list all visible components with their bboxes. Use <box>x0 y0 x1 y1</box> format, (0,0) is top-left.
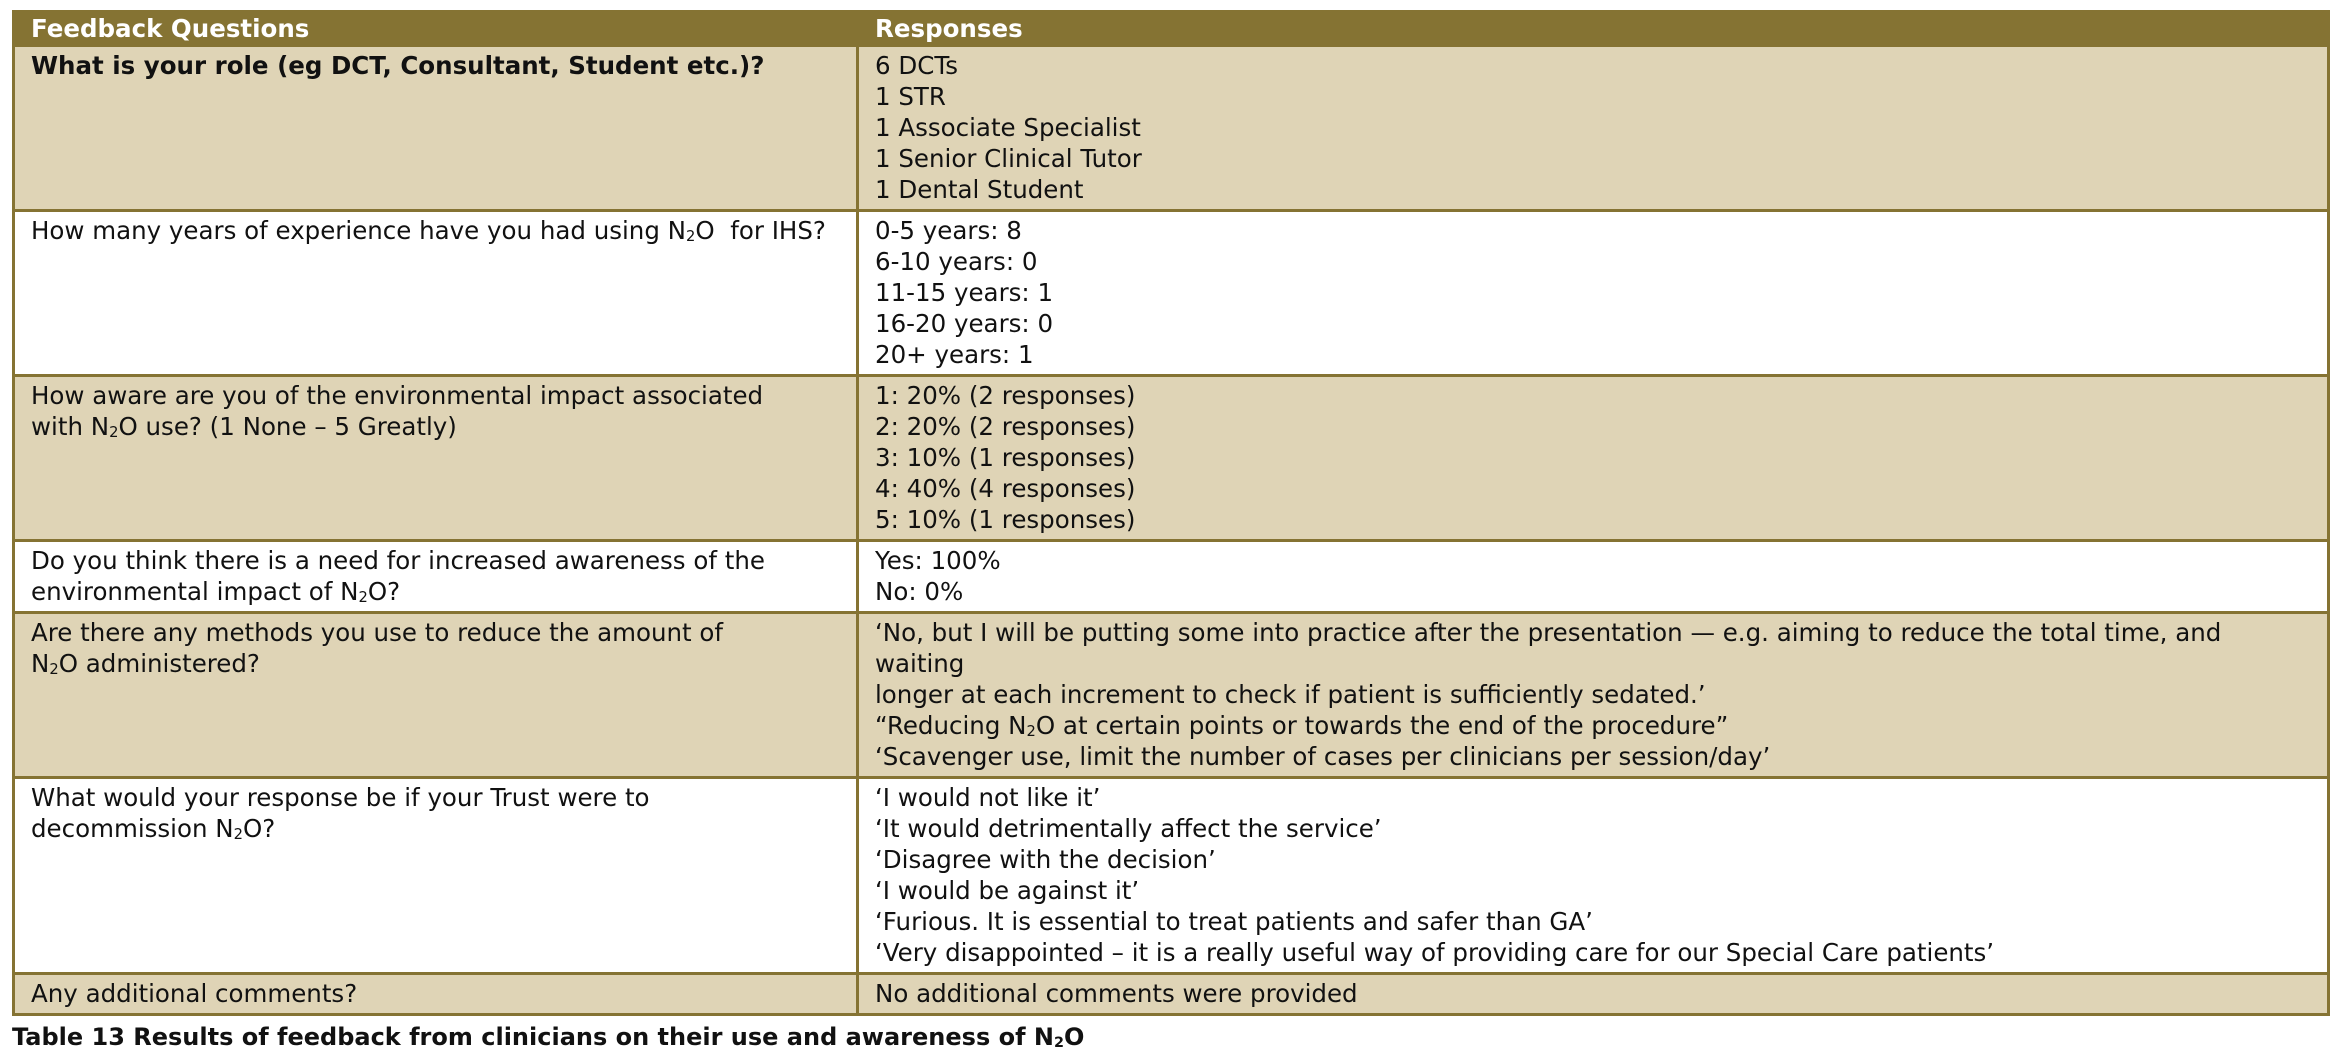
response-cell <box>858 541 2329 613</box>
question-text <box>31 648 840 679</box>
response-line: 20+ years: 1 <box>875 340 1034 369</box>
response-line: 2: 20% (2 responses) <box>875 412 1136 441</box>
table-caption <box>12 1022 2330 1052</box>
question-text-part: O administered? <box>58 649 260 678</box>
response-line: ‘Very disappointed – it is a really useful way of providing care for our Special Care patients’ <box>875 938 1995 967</box>
subscript: 2 <box>109 424 119 442</box>
response-cell <box>858 974 2329 1015</box>
question-text-part: with N <box>31 412 110 441</box>
table-row <box>14 974 2329 1015</box>
table-row <box>14 541 2329 613</box>
caption-text-part: Table 13 Results of feedback from clinicians on their use and awareness of N <box>12 1023 1054 1051</box>
response-text-part: O at certain points or towards the end of the procedure” <box>1035 711 1729 740</box>
question-text: Do you think there is a need for increased awareness of the <box>31 546 765 575</box>
response-line <box>875 710 2311 741</box>
response-line: ‘It would detrimentally affect the service’ <box>875 814 1382 843</box>
response-line: ‘Scavenger use, limit the number of cases per clinicians per session/day’ <box>875 742 1771 771</box>
table-row <box>14 46 2329 211</box>
subscript: 2 <box>1026 723 1036 741</box>
response-line: 1 Dental Student <box>875 175 1084 204</box>
response-line: 11-15 years: 1 <box>875 278 1054 307</box>
response-line: Yes: 100% <box>875 546 1001 575</box>
header-responses: Responses <box>858 12 2329 46</box>
feedback-table-container <box>12 10 2330 1052</box>
header-feedback-questions: Feedback Questions <box>14 12 858 46</box>
question-cell <box>14 211 858 376</box>
response-line: ‘I would be against it’ <box>875 876 1140 905</box>
table-row <box>14 778 2329 974</box>
response-line: ‘I would not like it’ <box>875 783 1101 812</box>
question-text-part: N <box>31 649 50 678</box>
question-text-part: O? <box>242 814 276 843</box>
question-cell <box>14 778 858 974</box>
feedback-table <box>12 10 2330 1016</box>
question-cell <box>14 613 858 778</box>
question-cell <box>14 46 858 211</box>
response-line: 1 STR <box>875 82 946 111</box>
response-line: 1 Senior Clinical Tutor <box>875 144 1142 173</box>
question-text <box>31 215 840 246</box>
response-line: No additional comments were provided <box>875 979 1358 1008</box>
response-line: ‘No, but I will be putting some into practice after the presentation — e.g. aiming to reduce the total time, and waiting <box>875 618 2230 678</box>
question-text <box>31 411 840 442</box>
question-text: Any additional comments? <box>31 979 358 1008</box>
question-text <box>31 813 840 844</box>
table-header-row <box>14 12 2329 46</box>
question-text: What would your response be if your Trust were to <box>31 783 650 812</box>
response-line: 1 Associate Specialist <box>875 113 1141 142</box>
response-line: 4: 40% (4 responses) <box>875 474 1136 503</box>
response-line: 3: 10% (1 responses) <box>875 443 1136 472</box>
response-line: ‘Furious. It is essential to treat patients and safer than GA’ <box>875 907 1593 936</box>
response-line: 5: 10% (1 responses) <box>875 505 1136 534</box>
question-text: How aware are you of the environmental impact associated <box>31 381 764 410</box>
question-text-part: O use? (1 None – 5 Greatly) <box>118 412 457 441</box>
response-line: ‘Disagree with the decision’ <box>875 845 1216 874</box>
response-cell <box>858 778 2329 974</box>
table-row <box>14 211 2329 376</box>
subscript: 2 <box>49 661 59 679</box>
question-text: Are there any methods you use to reduce the amount of <box>31 618 724 647</box>
caption-text-part: O <box>1063 1023 1085 1051</box>
question-text <box>31 576 840 607</box>
question-text: What is your role (eg DCT, Consultant, Student etc.)? <box>31 51 765 80</box>
response-cell <box>858 211 2329 376</box>
question-cell <box>14 541 858 613</box>
response-line: 6-10 years: 0 <box>875 247 1038 276</box>
response-line: No: 0% <box>875 577 964 606</box>
response-cell <box>858 46 2329 211</box>
subscript: 2 <box>686 228 696 246</box>
question-text-part: How many years of experience have you had using N <box>31 216 687 245</box>
response-line: 0-5 years: 8 <box>875 216 1022 245</box>
table-row <box>14 613 2329 778</box>
question-text-part: O for IHS? <box>695 216 826 245</box>
response-line: 6 DCTs <box>875 51 959 80</box>
question-cell <box>14 974 858 1015</box>
question-cell <box>14 376 858 541</box>
response-cell <box>858 613 2329 778</box>
response-text-part: “Reducing N <box>875 711 1027 740</box>
response-line: 1: 20% (2 responses) <box>875 381 1136 410</box>
subscript: 2 <box>358 589 368 607</box>
question-text-part: decommission N <box>31 814 234 843</box>
response-line: longer at each increment to check if patient is sufficiently sedated.’ <box>875 680 1706 709</box>
response-line: 16-20 years: 0 <box>875 309 1054 338</box>
subscript: 2 <box>233 826 243 844</box>
table-row <box>14 376 2329 541</box>
response-cell <box>858 376 2329 541</box>
subscript: 2 <box>1053 1035 1064 1052</box>
question-text-part: O? <box>367 577 401 606</box>
question-text-part: environmental impact of N <box>31 577 359 606</box>
